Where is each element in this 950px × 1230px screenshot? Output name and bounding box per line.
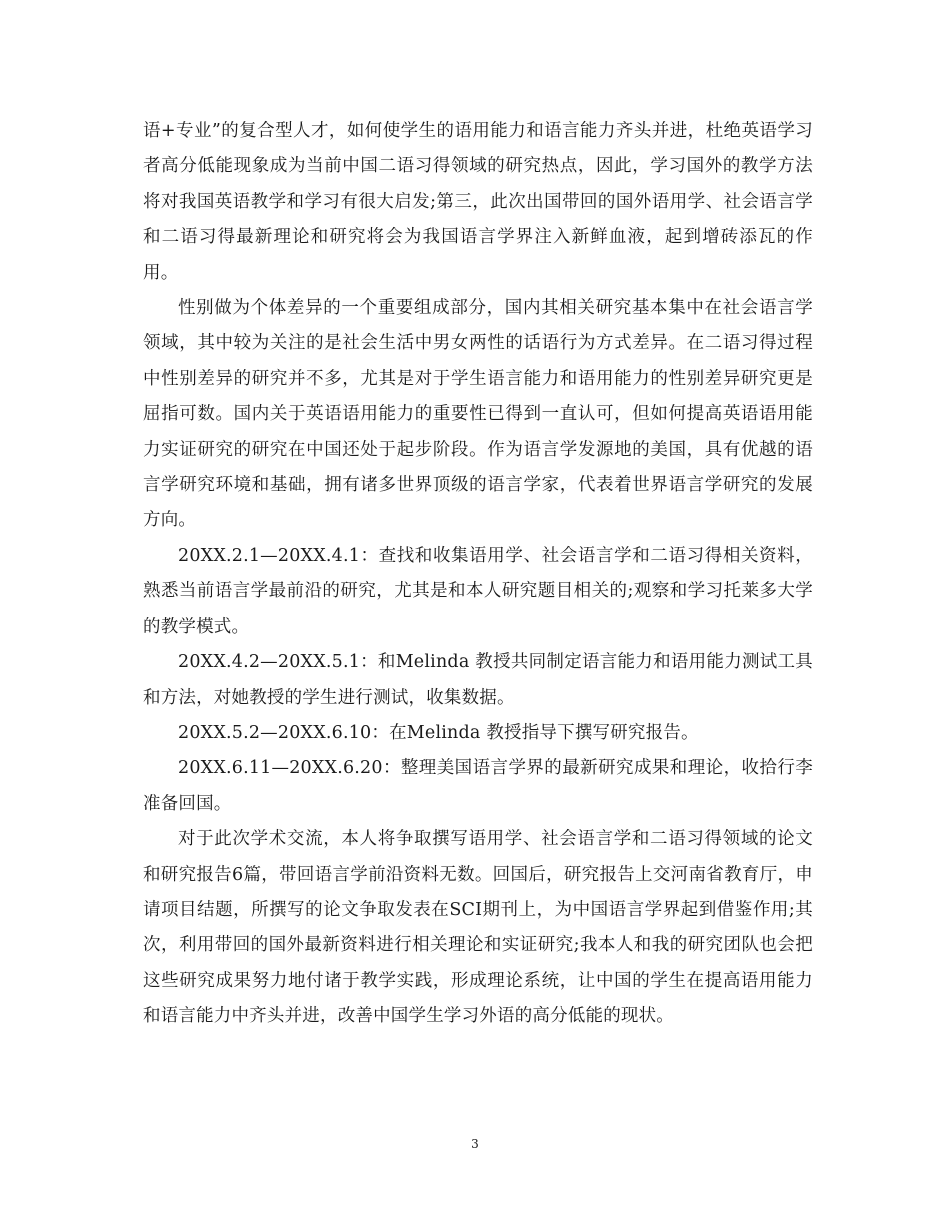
paragraph-schedule-phase-1: 20XX.2.1—20XX.4.1：查找和收集语用学、社会语言学和二语习得相关资料，熟悉当前语言学最前沿的研究，尤其是和本人研究题目相关的;观察和学习托莱多大学的教学模式。 xyxy=(143,545,813,637)
page-number: 3 xyxy=(471,1137,479,1151)
paragraph-schedule-phase-4: 20XX.6.11—20XX.6.20：整理美国语言学界的最新研究成果和理论，收拾行李准备回国。 xyxy=(143,758,813,814)
paragraph-expected-outcomes: 对于此次学术交流，本人将争取撰写语用学、社会语言学和二语习得领域的论文和研究报告6篇，带回语言学前沿资料无数。回国后，研究报告上交河南省教育厅，申请项目结题，所撰写的论文争取发表在SCI期刊上，为中国语言学界起到借鉴作用;其次，利用带回的国外最新资料进行相关理论和实证研究;我本人和我的研究团队也会把这些研究成果努力地付诸于教学实践，形成理论系统，让中国的学生在提高语用能力和语言能力中齐头并进，改善中国学生学习外语的高分低能的现状。 xyxy=(143,829,813,1027)
paragraph-schedule-phase-3: 20XX.5.2—20XX.6.10：在Melinda 教授指导下撰写研究报告。 xyxy=(178,722,699,743)
paragraph-continuation: 语+专业”的复合型人才，如何使学生的语用能力和语言能力齐头并进，杜绝英语学习者高分低能现象成为当前中国二语习得领域的研究热点，因此，学习国外的教学方法将对我国英语教学和学习有很大启发;第三，此次出国带回的国外语用学、社会语言学和二语习得最新理论和研究将会为我国语言学界注入新鲜血液，起到增砖添瓦的作用。 xyxy=(143,121,813,283)
paragraph-gender-differences: 性别做为个体差异的一个重要组成部分，国内其相关研究基本集中在社会语言学领域，其中较为关注的是社会生活中男女两性的话语行为方式差异。在二语习得过程中性别差异的研究并不多，尤其是对于学生语言能力和语用能力的性别差异研究更是屈指可数。国内关于英语语用能力的重要性已得到一直认可，但如何提高英语语用能力实证研究的研究在中国还处于起步阶段。作为语言学发源地的美国，具有优越的语言学研究环境和基础，拥有诸多世界顶级的语言学家，代表着世界语言学研究的发展方向。 xyxy=(143,298,813,531)
document-body xyxy=(143,114,813,1035)
paragraph-schedule-phase-2: 20XX.4.2—20XX.5.1：和Melinda 教授共同制定语言能力和语用能力测试工具和方法，对她教授的学生进行测试，收集数据。 xyxy=(143,652,813,708)
